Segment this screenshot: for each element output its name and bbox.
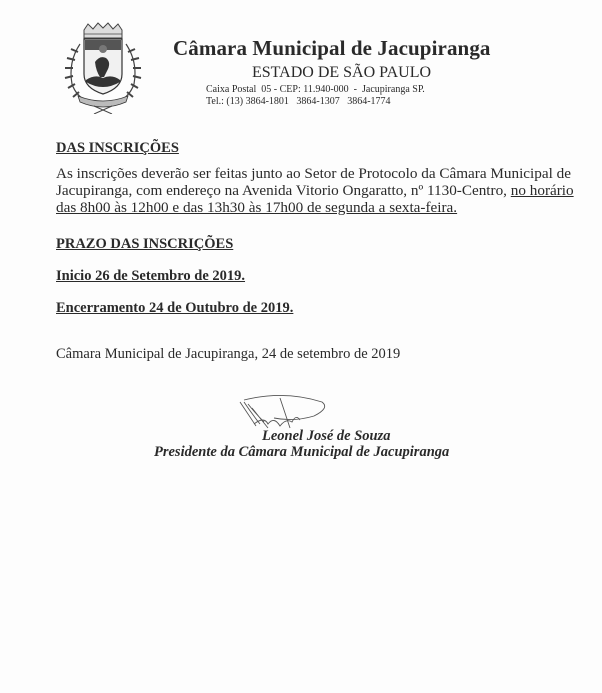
contact-info xyxy=(206,84,425,108)
signatory-role: Presidente da Câmara Municipal de Jacupiranga xyxy=(154,444,450,460)
institution-title: Câmara Municipal de Jacupiranga xyxy=(173,36,491,60)
postal-address: Caixa Postal 05 - CEP: 11.940-000 - Jacupiranga SP. xyxy=(206,84,425,95)
section-heading-inscricoes: DAS INSCRIÇÕES xyxy=(56,140,179,156)
end-date: Encerramento 24 de Outubro de 2019. xyxy=(56,300,294,316)
paragraph-line-1: As inscrições deverão ser feitas junto ao Setor de Protocolo da Câmara Municipal de xyxy=(56,165,571,182)
inscricoes-paragraph xyxy=(56,165,574,216)
section-heading-prazo: PRAZO DAS INSCRIÇÕES xyxy=(56,236,234,252)
phone-numbers: Tel.: (13) 3864-1801 3864-1307 3864-1774 xyxy=(206,96,391,107)
start-date: Inicio 26 de Setembro de 2019. xyxy=(56,268,246,284)
coat-of-arms-icon xyxy=(62,22,144,114)
place-and-date: Câmara Municipal de Jacupiranga, 24 de setembro de 2019 xyxy=(56,346,401,362)
paragraph-line-2 xyxy=(56,182,574,199)
state-subtitle: ESTADO DE SÃO PAULO xyxy=(252,64,432,81)
hours-text-start: no horário xyxy=(510,182,574,199)
address-text: Jacupiranga, com endereço na Avenida Vitorio Ongaratto, nº 1130-Centro, xyxy=(56,182,511,199)
signatory-name: Leonel José de Souza xyxy=(262,428,391,444)
hours-text: das 8h00 às 12h00 e das 13h30 às 17h00 de segunda a sexta-feira. xyxy=(56,199,458,216)
